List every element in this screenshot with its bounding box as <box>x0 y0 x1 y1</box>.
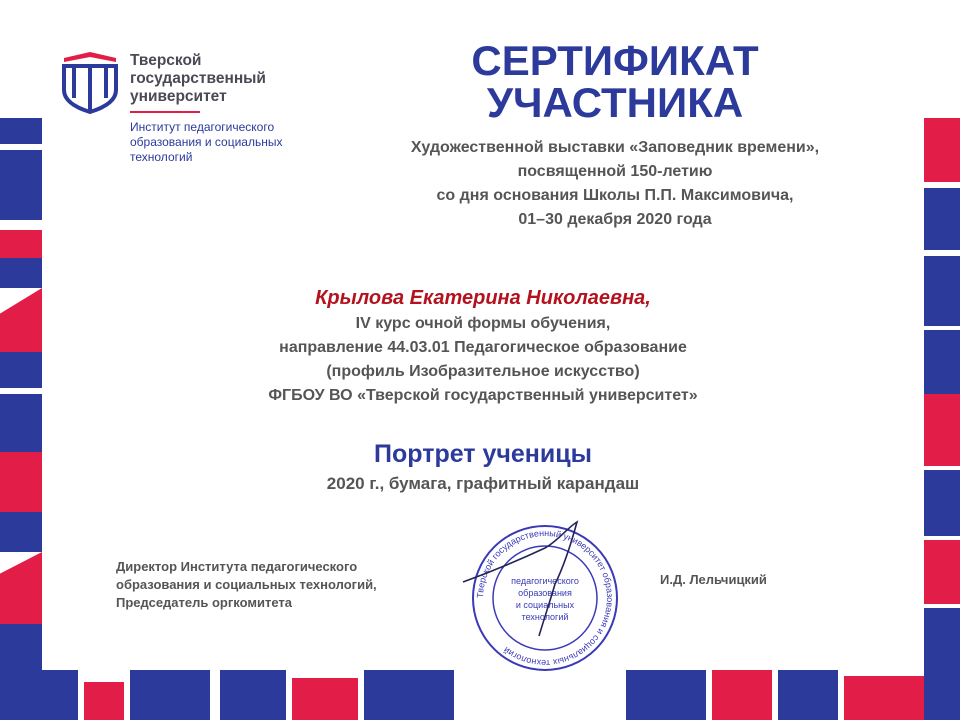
participant-block <box>42 284 924 408</box>
artwork-block <box>42 436 924 496</box>
stamp-ring-text: Тверской государственный университет образования и социальных технологий <box>474 527 616 669</box>
official-stamp-icon <box>455 518 635 678</box>
stamp-text: образования <box>518 588 572 598</box>
university-name: Тверской государственный университет <box>130 52 266 105</box>
institute-name: Институт педагогического образования и социальных технологий <box>130 120 283 164</box>
participant-name: Крылова Екатерина Николаевна, <box>315 287 651 309</box>
event-description: Художественной выставки «Заповедник времени», посвященной 150-летию со дня основания Школы П.П. Максимовича, 01–30 декабря 2020 года <box>410 139 820 228</box>
certificate-title: СЕРТИФИКАТ УЧАСТНИКА <box>471 37 759 126</box>
participant-detail: ФГБОУ ВО «Тверской государственный университет» <box>268 387 698 404</box>
university-logo-icon <box>62 50 118 114</box>
stamp-text: технологий <box>521 612 569 622</box>
signer-position: Директор Института педагогического образования и социальных технологий, Председатель оргкомитета <box>116 559 377 610</box>
signer-name: И.Д. Лельчицкий <box>660 572 767 587</box>
stamp-text: педагогического <box>511 576 579 586</box>
participant-detail: (профиль Изобразительное искусство) <box>326 363 640 380</box>
participant-detail: направление 44.03.01 Педагогическое образование <box>279 339 687 356</box>
participant-detail: IV курс очной формы обучения, <box>355 315 611 332</box>
artwork-title: Портрет ученицы <box>374 440 592 468</box>
logo-divider <box>130 111 200 113</box>
stamp-text: и социальных <box>515 600 575 610</box>
artwork-meta: 2020 г., бумага, графитный карандаш <box>326 474 640 493</box>
